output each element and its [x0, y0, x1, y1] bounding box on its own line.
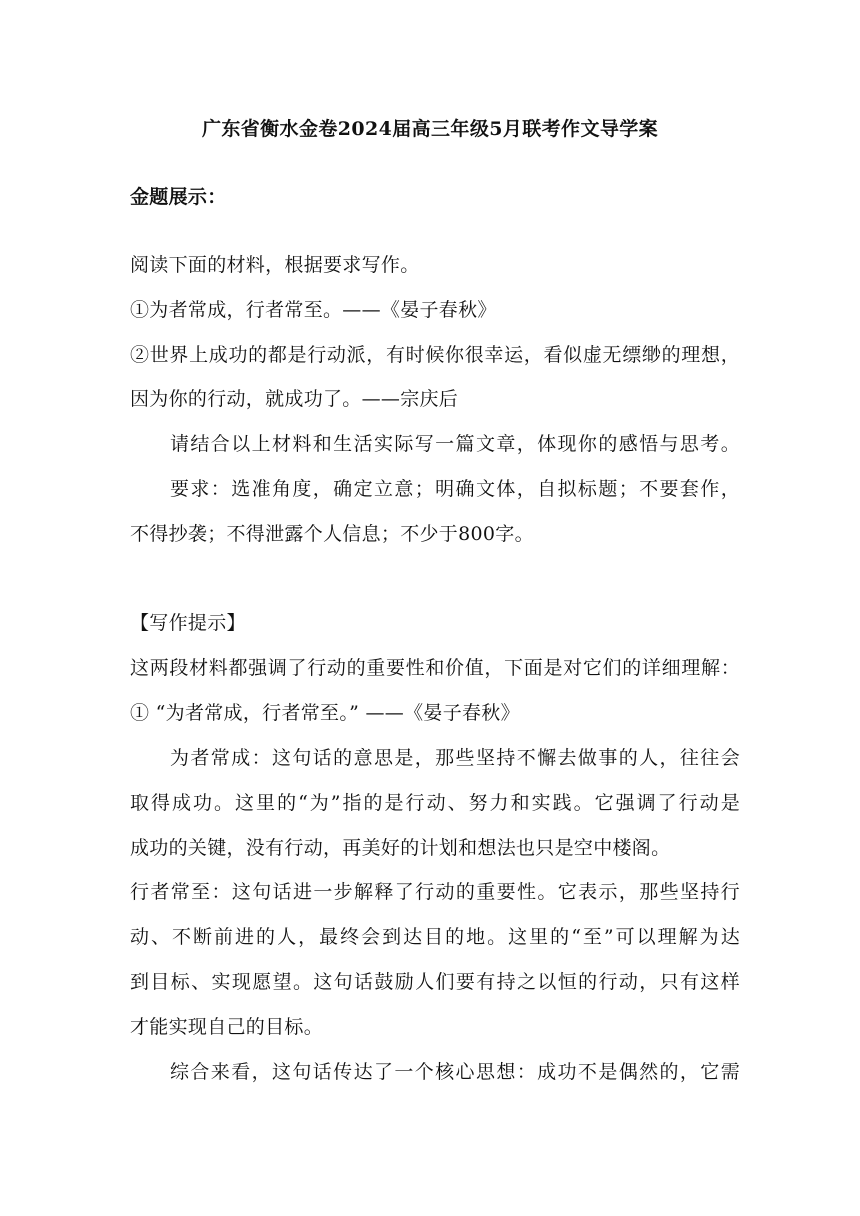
text-line: 到目标、实现愿望。这句话鼓励人们要有持之以恒的行动，只有这样 [130, 971, 740, 993]
text-line: ①为者常成，行者常至。——《晏子春秋》 [130, 299, 497, 321]
text-line: ① “为者常成，行者常至。” ——《晏子春秋》 [130, 702, 520, 724]
text-line: 动、不断前进的人，最终会到达目的地。这里的“至”可以理解为达 [130, 926, 740, 948]
text-line: 综合来看，这句话传达了一个核心思想：成功不是偶然的，它需 [170, 1061, 740, 1083]
text-line: 为者常成：这句话的意思是，那些坚持不懈去做事的人，往往会 [170, 747, 740, 769]
text-line: 成功的关键，没有行动，再美好的计划和想法也只是空中楼阁。 [130, 837, 671, 859]
section-label: 金题展示： [130, 186, 227, 208]
text-line: 不得抄袭；不得泄露个人信息；不少于800字。 [130, 523, 534, 545]
text-line: 取得成功。这里的“为”指的是行动、努力和实践。它强调了行动是 [130, 792, 740, 814]
text-line: 请结合以上材料和生活实际写一篇文章，体现你的感悟与思考。 [170, 433, 740, 455]
text-line: 才能实现自己的目标。 [130, 1016, 324, 1038]
text-line: 这两段材料都强调了行动的重要性和价值，下面是对它们的详细理解： [130, 657, 740, 679]
text-line: 行者常至：这句话进一步解释了行动的重要性。它表示，那些坚持行 [130, 881, 740, 903]
text-line: 要求：选准角度，确定立意；明确文体，自拟标题；不要套作， [170, 478, 740, 500]
text-line: ②世界上成功的都是行动派，有时候你很幸运，看似虚无缥缈的理想， [130, 344, 740, 366]
document-title: 广东省衡水金卷2024届高三年级5月联考作文导学案 [201, 118, 659, 140]
section-heading: 【写作提示】 [130, 612, 246, 634]
text-line: 因为你的行动，就成功了。——宗庆后 [130, 388, 459, 410]
text-line: 阅读下面的材料，根据要求写作。 [130, 254, 420, 276]
